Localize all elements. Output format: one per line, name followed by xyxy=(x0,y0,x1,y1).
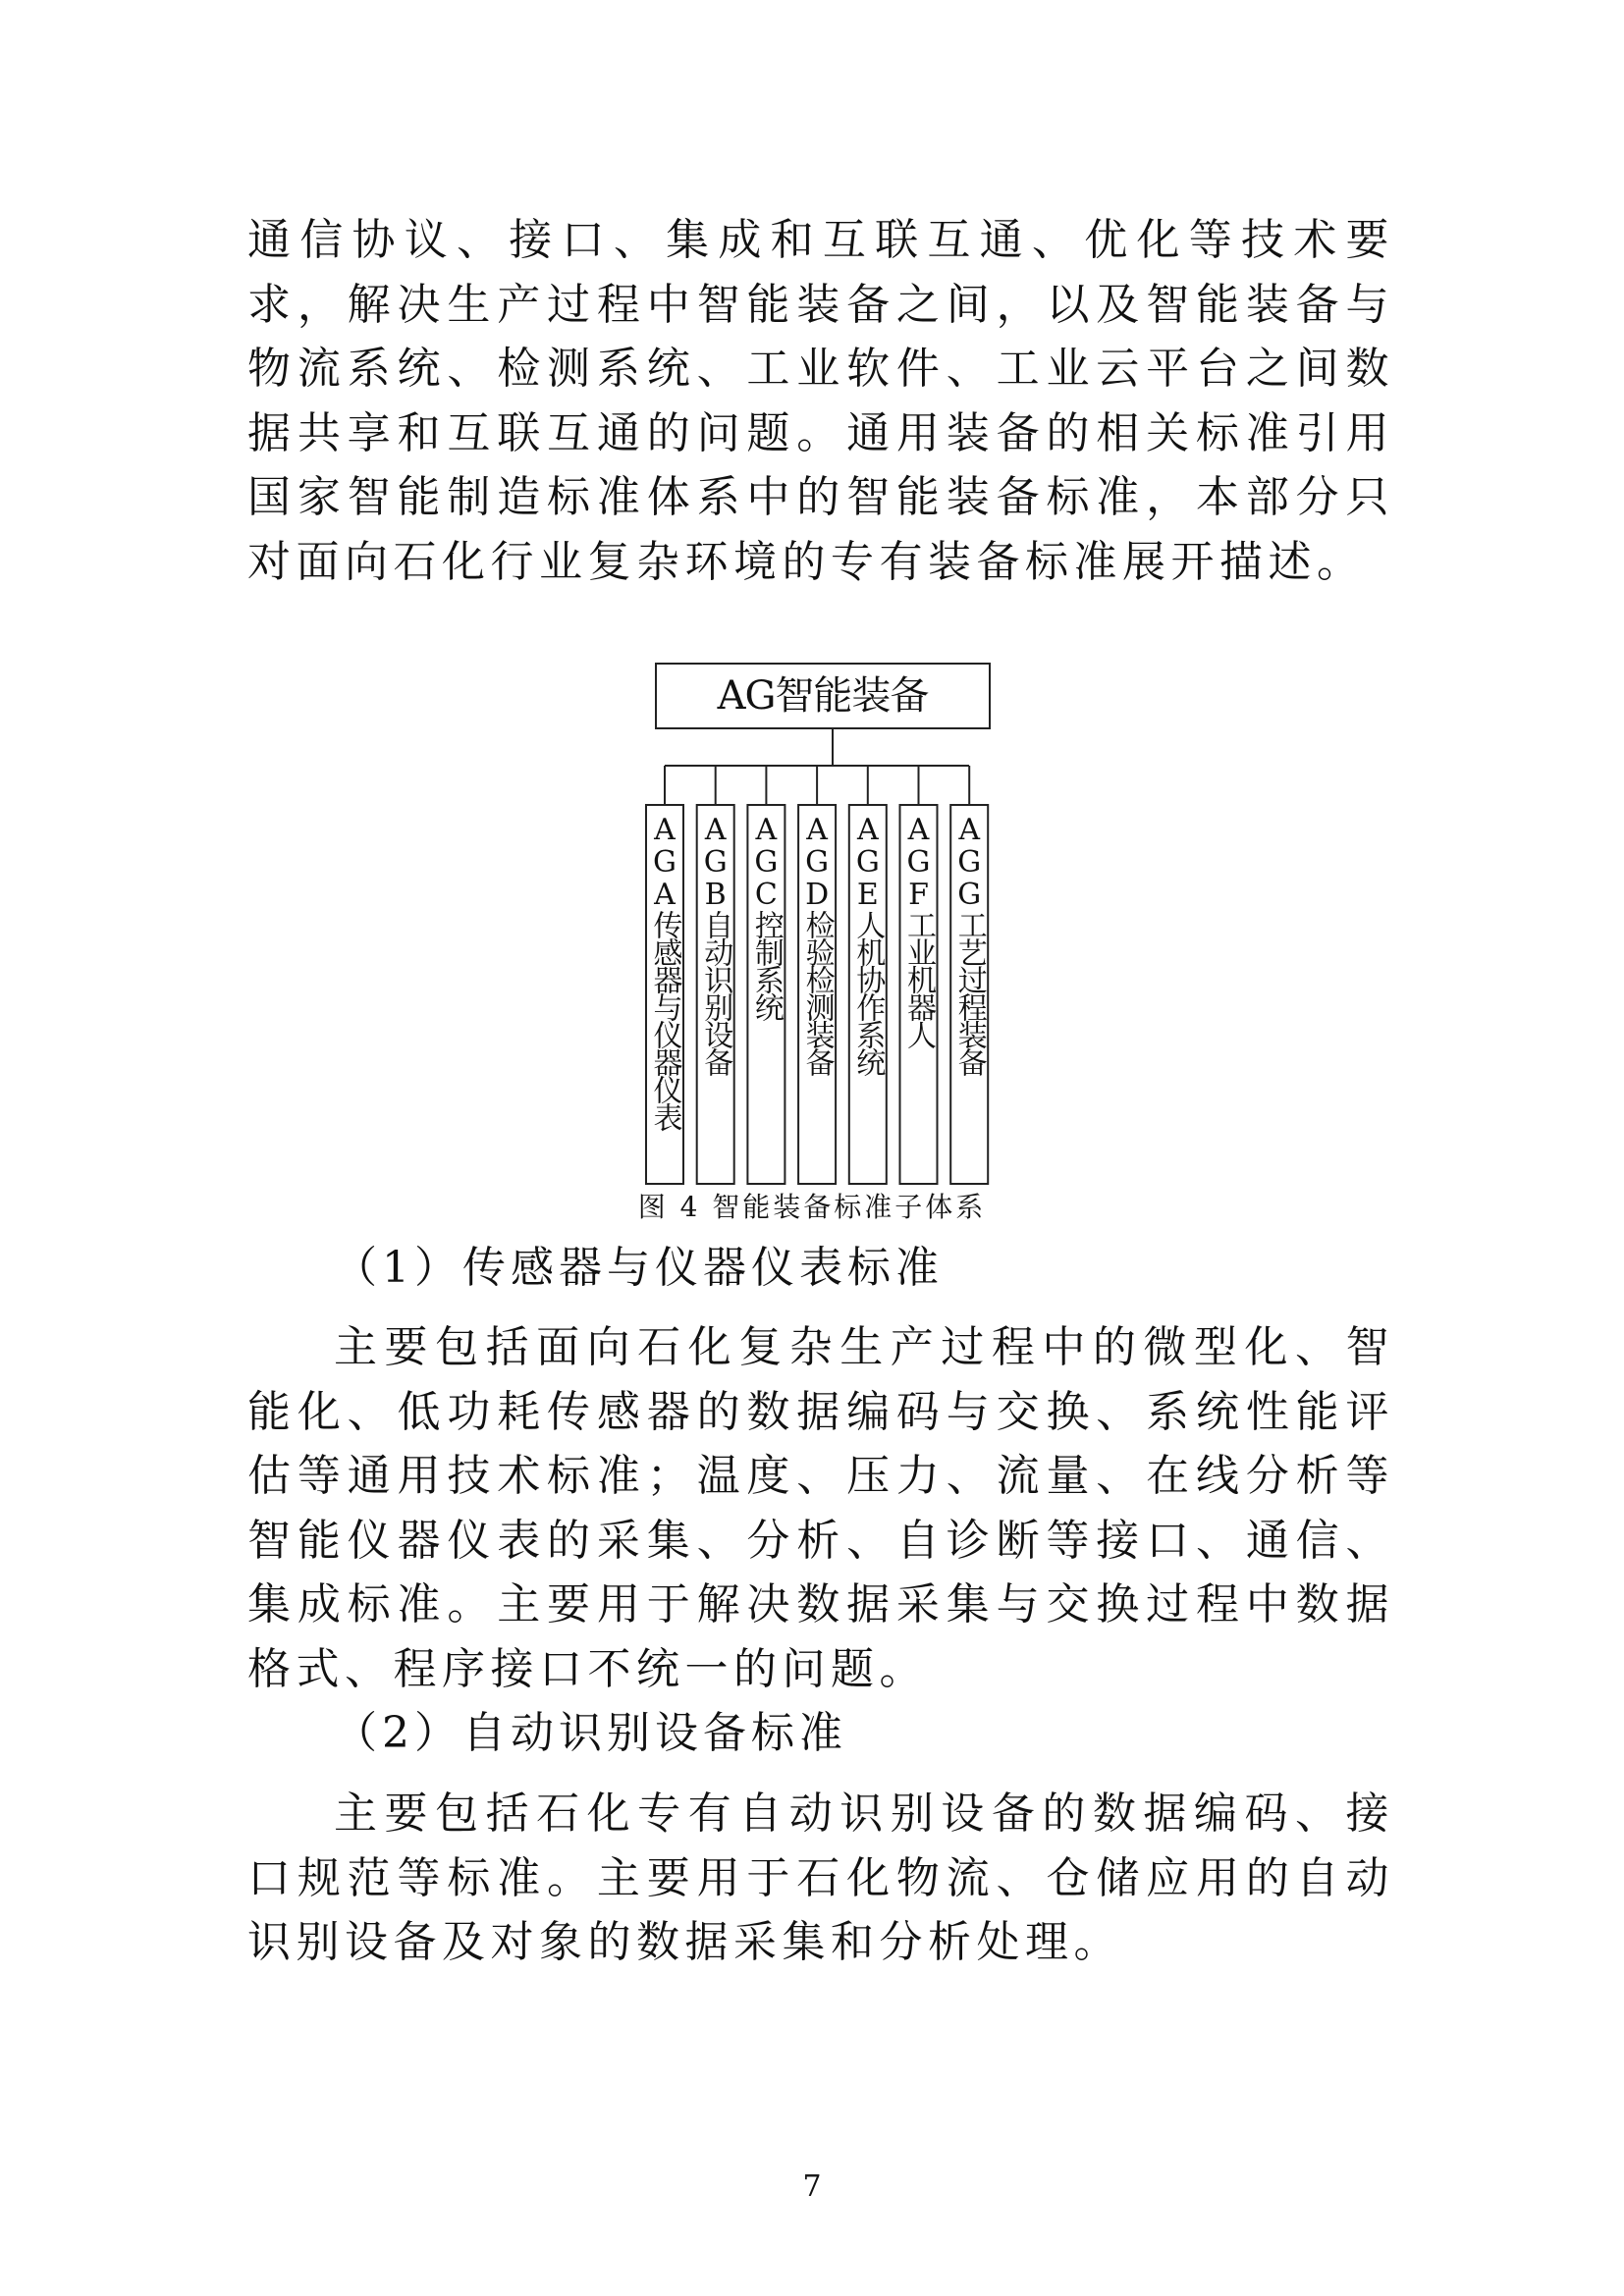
standard-subsystem-diagram xyxy=(628,656,1001,1205)
section-2-body xyxy=(247,1782,1394,1975)
diagram-child-label-agg: AGG工艺过程装备 xyxy=(951,813,987,1075)
diagram-child-label-agb: AGB自动识别设备 xyxy=(698,813,733,1075)
section-1-body xyxy=(247,1315,1394,1701)
intro-paragraph xyxy=(247,208,1394,594)
diagram-children xyxy=(646,766,988,1184)
diagram-child-label-age: AGE人机协作系统 xyxy=(850,813,886,1075)
intro-paragraph-text: 通信协议、接口、集成和互联互通、优化等技术要求，解决生产过程中智能装备之间，以及智能装备与物流系统、检测系统、工业软件、工业云平台之间数据共享和互联互通的问题。通用装备的相关标准引用国家智能制造标准体系中的智能装备标准，本部分只对面向石化行业复杂环境的专有装备标准展开描述。 xyxy=(247,215,1394,587)
diagram-child-label-aga: AGA传感器与仪器仪表 xyxy=(647,813,682,1130)
section-2-heading: （2）自动识别设备标准 xyxy=(334,1708,847,1758)
figure-caption: 图 4 智能装备标准子体系 xyxy=(637,1191,987,1223)
section-1-heading: （1）传感器与仪器仪表标准 xyxy=(334,1243,944,1293)
diagram-child-label-agf: AGF工业机器人 xyxy=(901,813,936,1047)
section-1-body-text: 主要包括面向石化复杂生产过程中的微型化、智能化、低功耗传感器的数据编码与交换、系统性能评估等通用技术标准；温度、压力、流量、在线分析等智能仪器仪表的采集、分析、自诊断等接口、通信、集成标准。主要用于解决数据采集与交换过程中数据格式、程序接口不统一的问题。 xyxy=(247,1322,1394,1694)
diagram-child-label-agc: AGC控制系统 xyxy=(748,813,784,1020)
section-2-body-text: 主要包括石化专有自动识别设备的数据编码、接口规范等标准。主要用于石化物流、仓储应用的自动识别设备及对象的数据采集和分析处理。 xyxy=(247,1789,1394,1967)
diagram-child-label-agd: AGD检验检测装备 xyxy=(799,813,835,1075)
diagram-root-label: AG智能装备 xyxy=(717,673,929,719)
page-number: 7 xyxy=(802,2169,822,2204)
